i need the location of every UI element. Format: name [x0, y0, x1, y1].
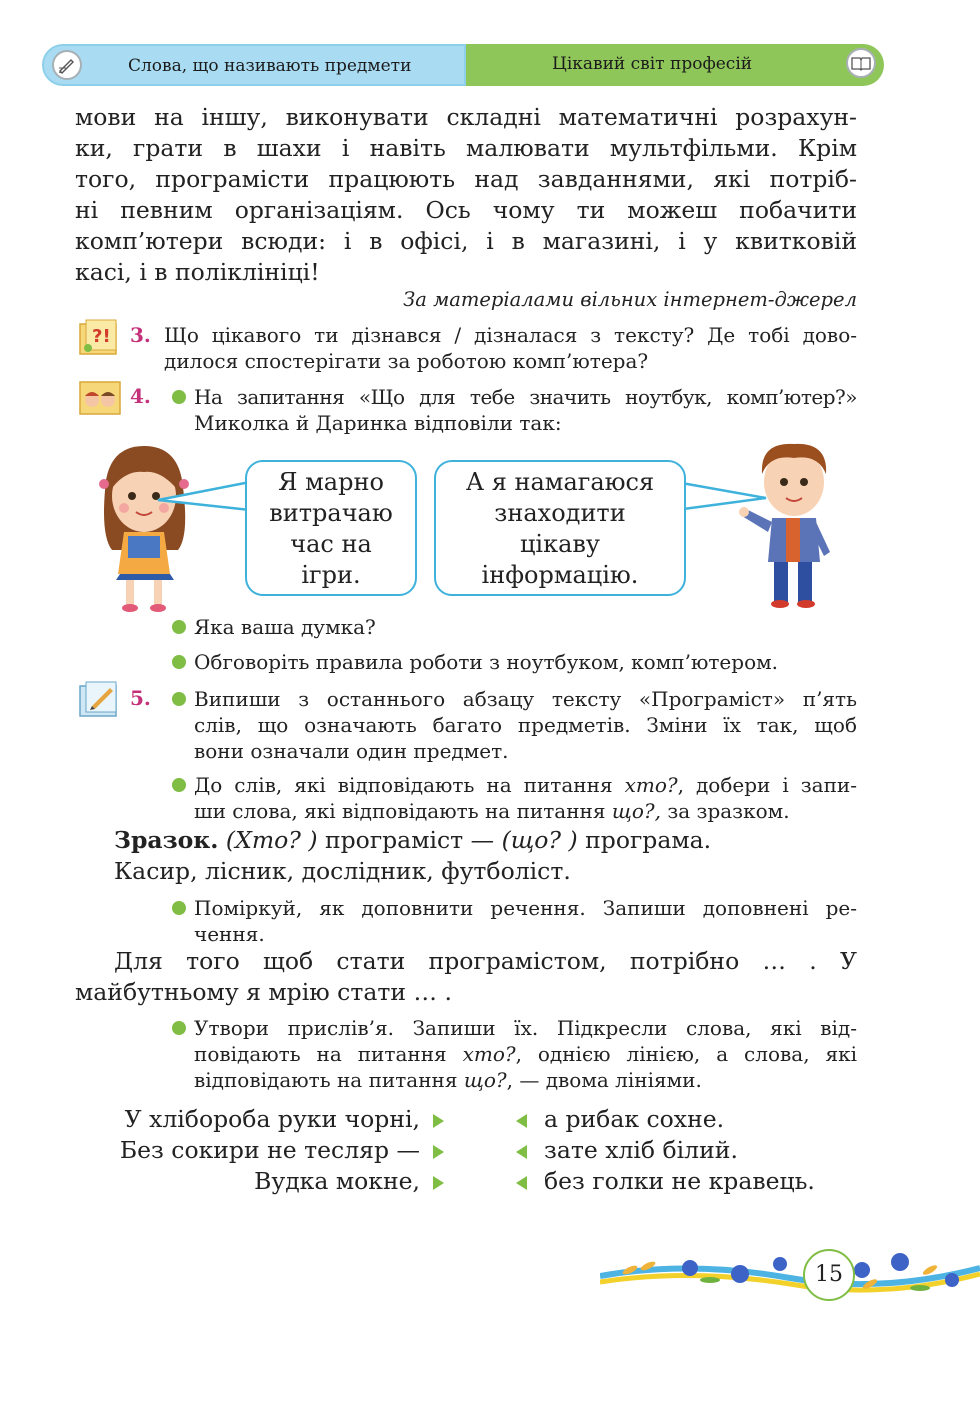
task-number: 5. — [130, 686, 151, 710]
bullet-icon — [172, 778, 186, 792]
task-4-line: На запитання «Що для тебе значить ноутбук, комп’ютер?» — [194, 385, 857, 409]
text-run: за зразком. — [661, 799, 790, 823]
task-5-line: вони означали один предмет. — [194, 739, 509, 763]
proverb-end: зате хліб білий. — [544, 1136, 738, 1164]
proverb-end: без голки не кравець. — [544, 1167, 815, 1195]
intro-paragraph — [75, 102, 857, 288]
boy-illustration — [738, 432, 838, 612]
task-3-line: Що цікавого ти дізнався / дізналася з тексту? Де тобі дово- — [164, 323, 857, 347]
sample-label: Зразок. — [114, 826, 219, 854]
text-run: , добери і запи- — [677, 773, 857, 797]
sentence-to-complete — [75, 946, 857, 1008]
sample-question: (що? ) — [501, 826, 578, 854]
text-run: До слів, які відповідають на питання — [194, 773, 625, 797]
arrow-right-icon — [433, 1114, 444, 1128]
source-attribution: За матеріалами вільних інтернет-джерел — [403, 288, 857, 311]
arrow-right-icon — [433, 1145, 444, 1159]
task-5-line: слів, що означають багато предметів. Зміни їх так, щоб — [194, 713, 857, 737]
intro-line: того, програмісти працюють над завданнями, які потріб- — [75, 165, 857, 193]
arrow-left-icon — [516, 1145, 527, 1159]
sentence-line: Для того щоб стати програмістом, потрібно … . У — [114, 947, 857, 975]
header-right-title: Цікавий світ професій — [552, 54, 753, 74]
proverb-start: Без сокири не тесляр — — [119, 1136, 420, 1164]
bubble-line: Я марно — [278, 468, 384, 496]
question-word: що? — [463, 1068, 507, 1092]
bullet-icon — [172, 620, 186, 634]
arrow-right-icon — [433, 1176, 444, 1190]
sample-line — [114, 825, 711, 856]
bubble-line: знаходити — [494, 499, 626, 527]
text-run: , — двома лініями. — [506, 1068, 702, 1092]
sentence-line: майбутньому я мрію стати … . — [75, 978, 452, 1006]
task-number: 3. — [130, 323, 151, 347]
bullet-icon — [172, 655, 186, 669]
sample-word: програміст — — [317, 826, 502, 854]
floral-ribbon-decoration — [600, 1240, 980, 1310]
task-5-bullet-3 — [194, 895, 857, 947]
intro-line: мови на іншу, виконувати складні математичні розрахун- — [75, 103, 857, 131]
question-word: що?, — [611, 799, 661, 823]
bullet-icon — [172, 692, 186, 706]
bubble-line: ігри. — [301, 561, 361, 589]
book-icon — [846, 48, 876, 78]
intro-line: ні певним організаціям. Ось чому ти можеш побачити — [75, 196, 857, 224]
sample-question: (Хто? ) — [225, 826, 318, 854]
bubble-line: інформацію. — [481, 561, 639, 589]
bubble-line: цікаву — [519, 530, 601, 558]
word-list: Касир, лісник, дослідник, футболіст. — [114, 857, 571, 885]
arrow-left-icon — [516, 1176, 527, 1190]
bubble-line: час на — [290, 530, 372, 558]
proverb-start: Вудка мокне, — [254, 1167, 420, 1195]
task-5-line: чення. — [194, 922, 265, 946]
task-5-line: Поміркуй, як доповнити речення. Запиши доповнені ре- — [194, 896, 857, 920]
task-4-line: Миколка й Даринка відповіли так: — [194, 411, 562, 435]
text-run: повідають на питання — [194, 1042, 463, 1066]
header-left-title: Слова, що називають предмети — [128, 56, 412, 76]
text-run: ши слова, які відповідають на питання — [194, 799, 612, 823]
question-word: хто? — [462, 1042, 516, 1066]
task-4-question-2: Обговоріть правила роботи з ноутбуком, комп’ютером. — [194, 650, 779, 674]
task-4-question-1: Яка ваша думка? — [194, 615, 376, 639]
header-section-left — [42, 44, 466, 86]
speech-bubble-boy — [434, 460, 686, 596]
pen-icon — [52, 50, 82, 80]
task-5-bullet-2 — [194, 772, 857, 824]
page-header — [42, 44, 884, 86]
proverb-start: У хлібороба руки чорні, — [124, 1105, 420, 1133]
task-number: 4. — [130, 384, 151, 408]
task-5-bullet-4 — [194, 1015, 857, 1093]
task-5-bullet-1 — [194, 686, 857, 764]
sample-word: програма. — [577, 826, 712, 854]
text-run: відповідають на питання — [194, 1068, 464, 1092]
bullet-icon — [172, 390, 186, 404]
bubble-line: витрачаю — [269, 499, 393, 527]
proverb-end: а рибак сохне. — [544, 1105, 725, 1133]
header-section-right — [466, 44, 884, 86]
question-icon — [78, 318, 122, 358]
writing-icon — [78, 680, 122, 720]
text-run: , однією лінією, а слова, які — [515, 1042, 857, 1066]
discussion-icon — [78, 378, 122, 418]
bubble-tail — [150, 470, 260, 530]
bubble-line: А я намагаюся — [465, 468, 655, 496]
intro-line: ки, грати в шахи і навіть малювати мультфільми. Крім — [75, 134, 857, 162]
task-4-text — [194, 384, 857, 436]
bullet-icon — [172, 901, 186, 915]
bullet-icon — [172, 1021, 186, 1035]
task-3-line: дилося спостерігати за роботою комп’ютера? — [164, 349, 649, 373]
question-word: хто? — [624, 773, 678, 797]
task-3-text — [164, 322, 857, 374]
intro-line: касі, і в поліклініці! — [75, 258, 320, 286]
task-5-line: Утвори прислів’я. Запиши їх. Підкресли слова, які від- — [194, 1016, 857, 1040]
arrow-left-icon — [516, 1114, 527, 1128]
intro-line: комп’ютери всюди: і в офісі, і в магазині, і у квитковій — [75, 227, 857, 255]
speech-bubble-girl — [245, 460, 417, 596]
svg-text:?!: ?! — [92, 326, 111, 347]
page-number: 15 — [803, 1249, 855, 1301]
task-5-line: Випиши з останнього абзацу тексту «Програміст» п’ять — [194, 687, 857, 711]
